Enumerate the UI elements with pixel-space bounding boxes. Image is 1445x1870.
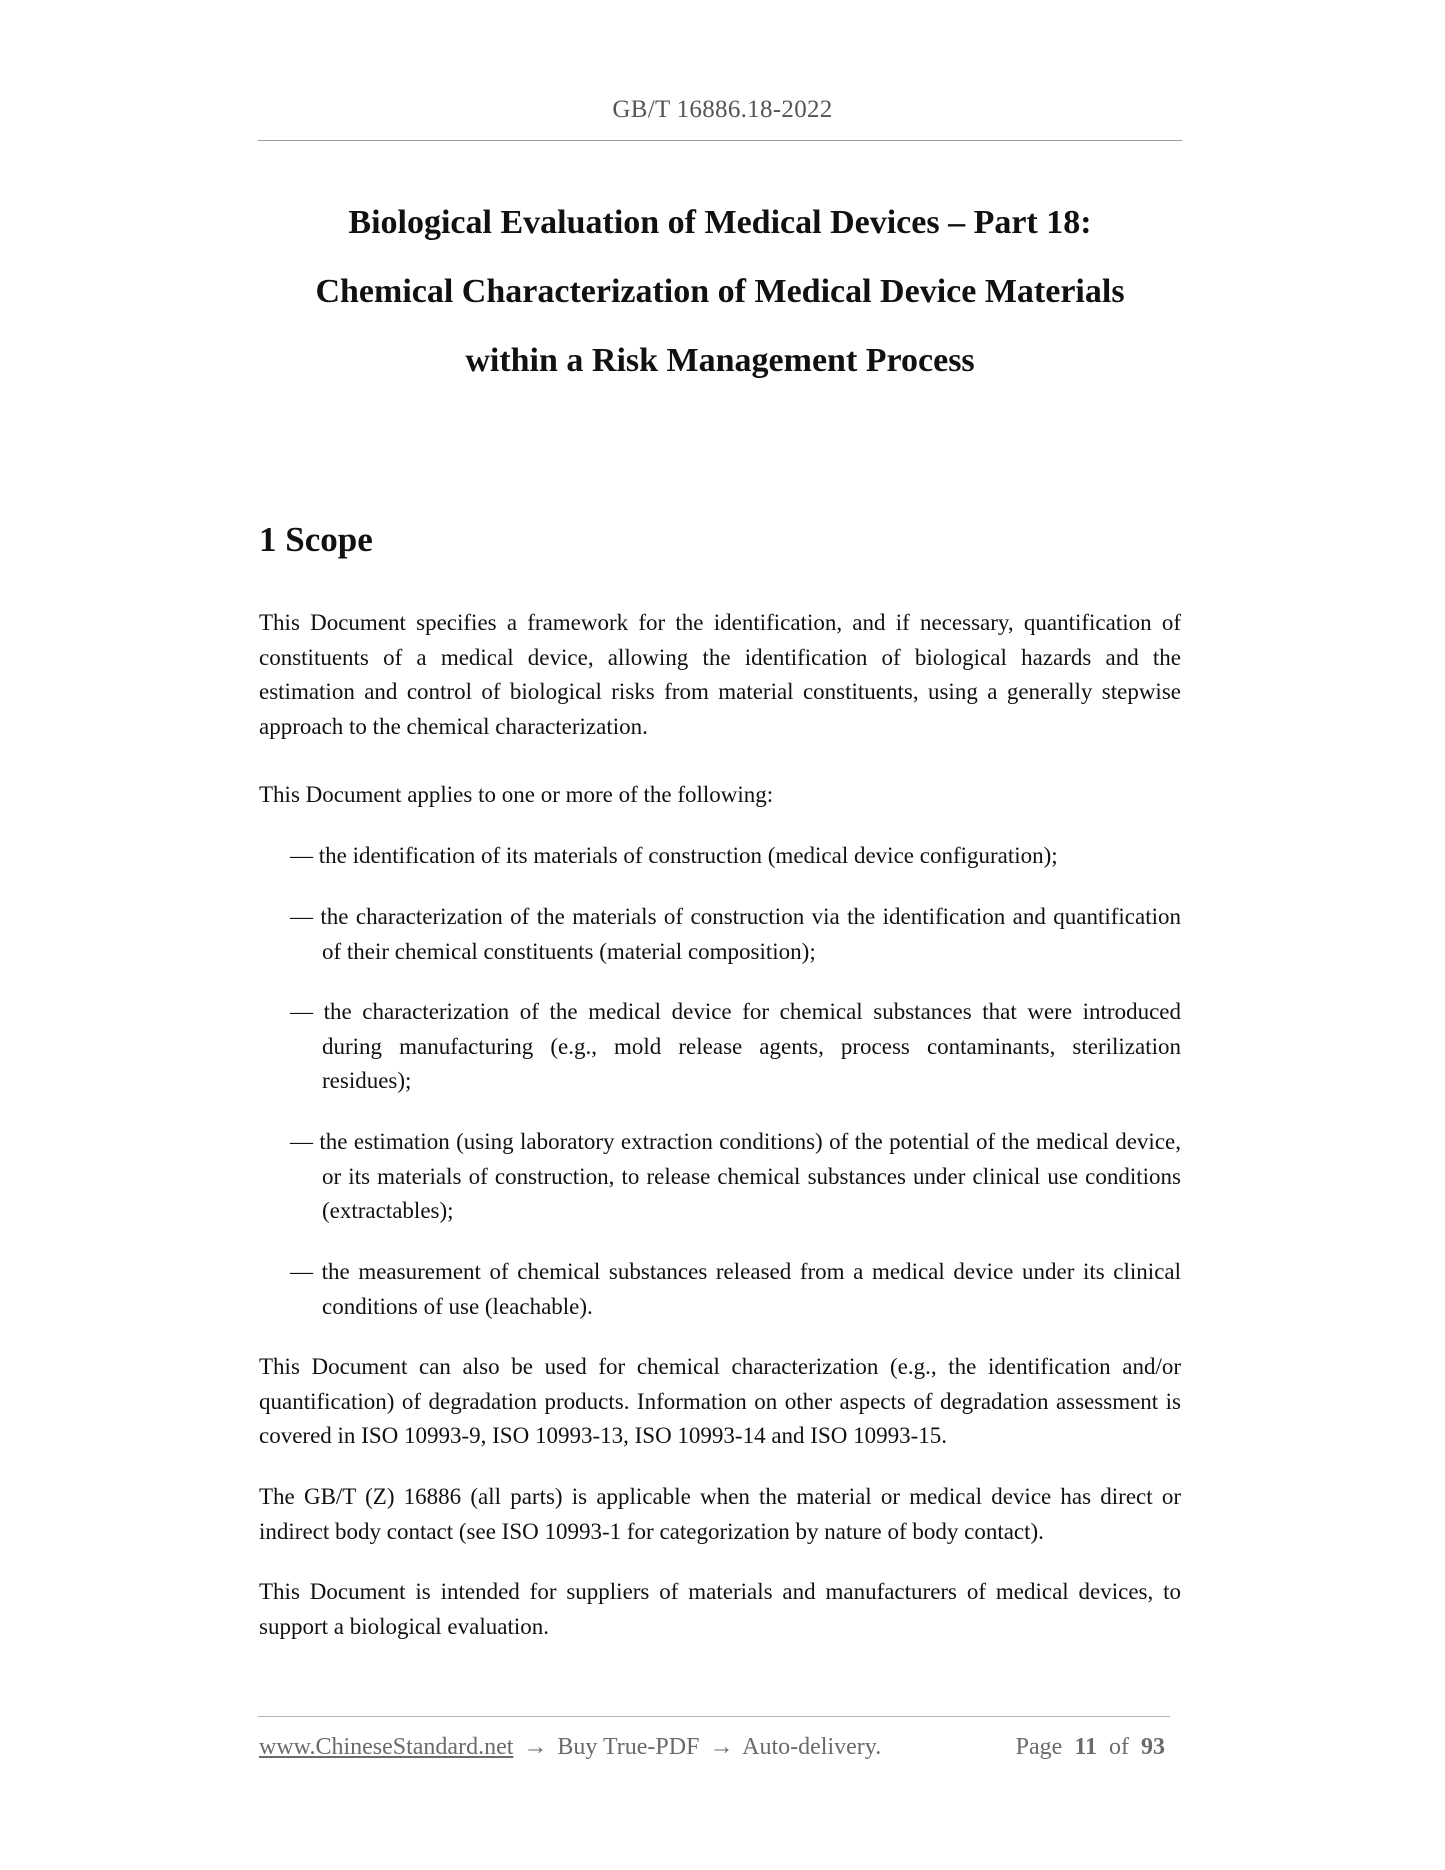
arrow-right-icon: →	[523, 1734, 548, 1760]
list-item: — the measurement of chemical substances released from a medical device under its clinical conditions of use (leachable).	[290, 1259, 1181, 1319]
list-item: — the estimation (using laboratory extraction conditions) of the potential of the medical device, or its materials of construction, to release chemical substances under clinical use conditions (extractables);	[290, 1129, 1181, 1223]
list-item: — the identification of its materials of construction (medical device configuration);	[290, 843, 1058, 868]
page-of-label: of	[1109, 1734, 1129, 1760]
scope-paragraph-4: The GB/T (Z) 16886 (all parts) is applicable when the material or medical device has direct or indirect body contact (see ISO 10993-1 for categorization by nature of body contact).	[259, 1484, 1181, 1544]
site-link[interactable]: www.ChineseStandard.net	[259, 1734, 514, 1760]
title-line-3: within a Risk Management Process	[465, 342, 975, 379]
document-title	[258, 188, 1182, 395]
scope-paragraph-1: This Document specifies a framework for the identification, and if necessary, quantification of constituents of a medical device, allowing the identification of biological hazards and the estimation and control of biological risks from material constituents, using a generally stepwise approach to the chemical characterization.	[259, 610, 1181, 739]
title-line-1: Biological Evaluation of Medical Devices – Part 18:	[348, 204, 1092, 241]
scope-paragraph-3: This Document can also be used for chemical characterization (e.g., the identification and/or quantification) of degradation products. Information on other aspects of degradation assessment is covered in ISO 10993-9, ISO 10993-13, ISO 10993-14 and ISO 10993-15.	[259, 1354, 1181, 1448]
page-label: Page	[1015, 1734, 1063, 1760]
page-indicator	[1016, 1734, 1165, 1761]
list-item: — the characterization of the materials of construction via the identification and quantification of their chemical constituents (material composition);	[290, 904, 1181, 964]
footer-promo	[259, 1734, 881, 1761]
page-total: 93	[1141, 1734, 1165, 1760]
auto-delivery-text: Auto-delivery.	[742, 1734, 882, 1760]
document-standard-code: GB/T 16886.18-2022	[612, 96, 833, 123]
section-heading-scope: 1 Scope	[259, 520, 373, 559]
footer-divider	[258, 1716, 1170, 1717]
buy-true-pdf-text: Buy True-PDF	[557, 1734, 700, 1760]
title-line-2: Chemical Characterization of Medical Device Materials	[315, 273, 1125, 310]
page-footer	[259, 1734, 1171, 1766]
page-current: 11	[1074, 1734, 1097, 1760]
list-item: — the characterization of the medical device for chemical substances that were introduced during manufacturing (e.g., mold release agents, process contaminants, sterilization residues);	[290, 999, 1181, 1093]
header-divider	[258, 140, 1182, 141]
scope-paragraph-2: This Document applies to one or more of the following:	[259, 782, 774, 807]
arrow-right-icon: →	[709, 1734, 734, 1760]
scope-paragraph-5: This Document is intended for suppliers of materials and manufacturers of medical devices, to support a biological evaluation.	[259, 1579, 1181, 1639]
